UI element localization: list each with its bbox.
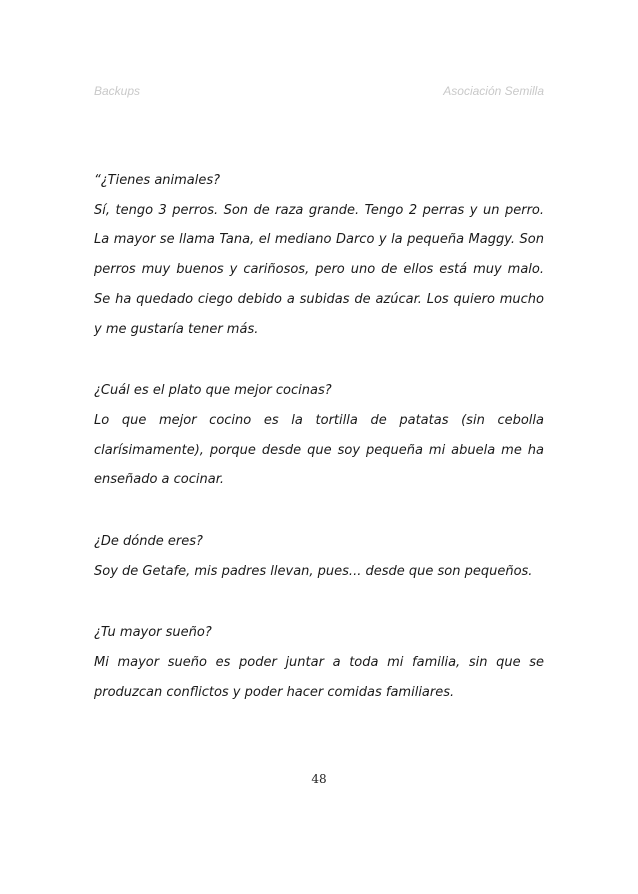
answer: Mi mayor sueño es poder juntar a toda mi familia, sin que se produzcan conflictos y poder hacer comidas familiares.	[94, 655, 544, 700]
answer: Lo que mejor cocino es la tortilla de patatas (sin cebolla clarísimamente), porque desde que soy pequeña mi abuela me ha enseñado a cocinar.	[94, 412, 544, 488]
qa-block	[94, 618, 544, 707]
answer: Soy de Getafe, mis padres llevan, pues... desde que son pequeños.	[94, 563, 533, 579]
running-header	[94, 84, 544, 100]
qa-block	[94, 376, 544, 495]
header-left-text: Backups	[94, 84, 141, 98]
page-number: 48	[311, 772, 327, 786]
interview-body	[94, 166, 544, 740]
question: ¿De dónde eres?	[94, 534, 203, 550]
question: “¿Tienes animales?	[94, 173, 221, 188]
header-right-text: Asociación Semilla	[443, 84, 544, 98]
qa-block	[94, 527, 544, 586]
qa-block	[94, 166, 544, 344]
question: ¿Cuál es el plato que mejor cocinas?	[94, 383, 332, 399]
answer: Sí, tengo 3 perros. Son de raza grande. Tengo 2 perras y un perro. La mayor se llama Tana, el mediano Darco y la pequeña Maggy. Son perros muy buenos y cariñosos, pero uno de ellos está muy malo. Se ha quedado ciego debido a subidas de azúcar. Los quiero mucho y me gustaría tener más.	[94, 202, 544, 337]
question: ¿Tu mayor sueño?	[94, 625, 212, 641]
